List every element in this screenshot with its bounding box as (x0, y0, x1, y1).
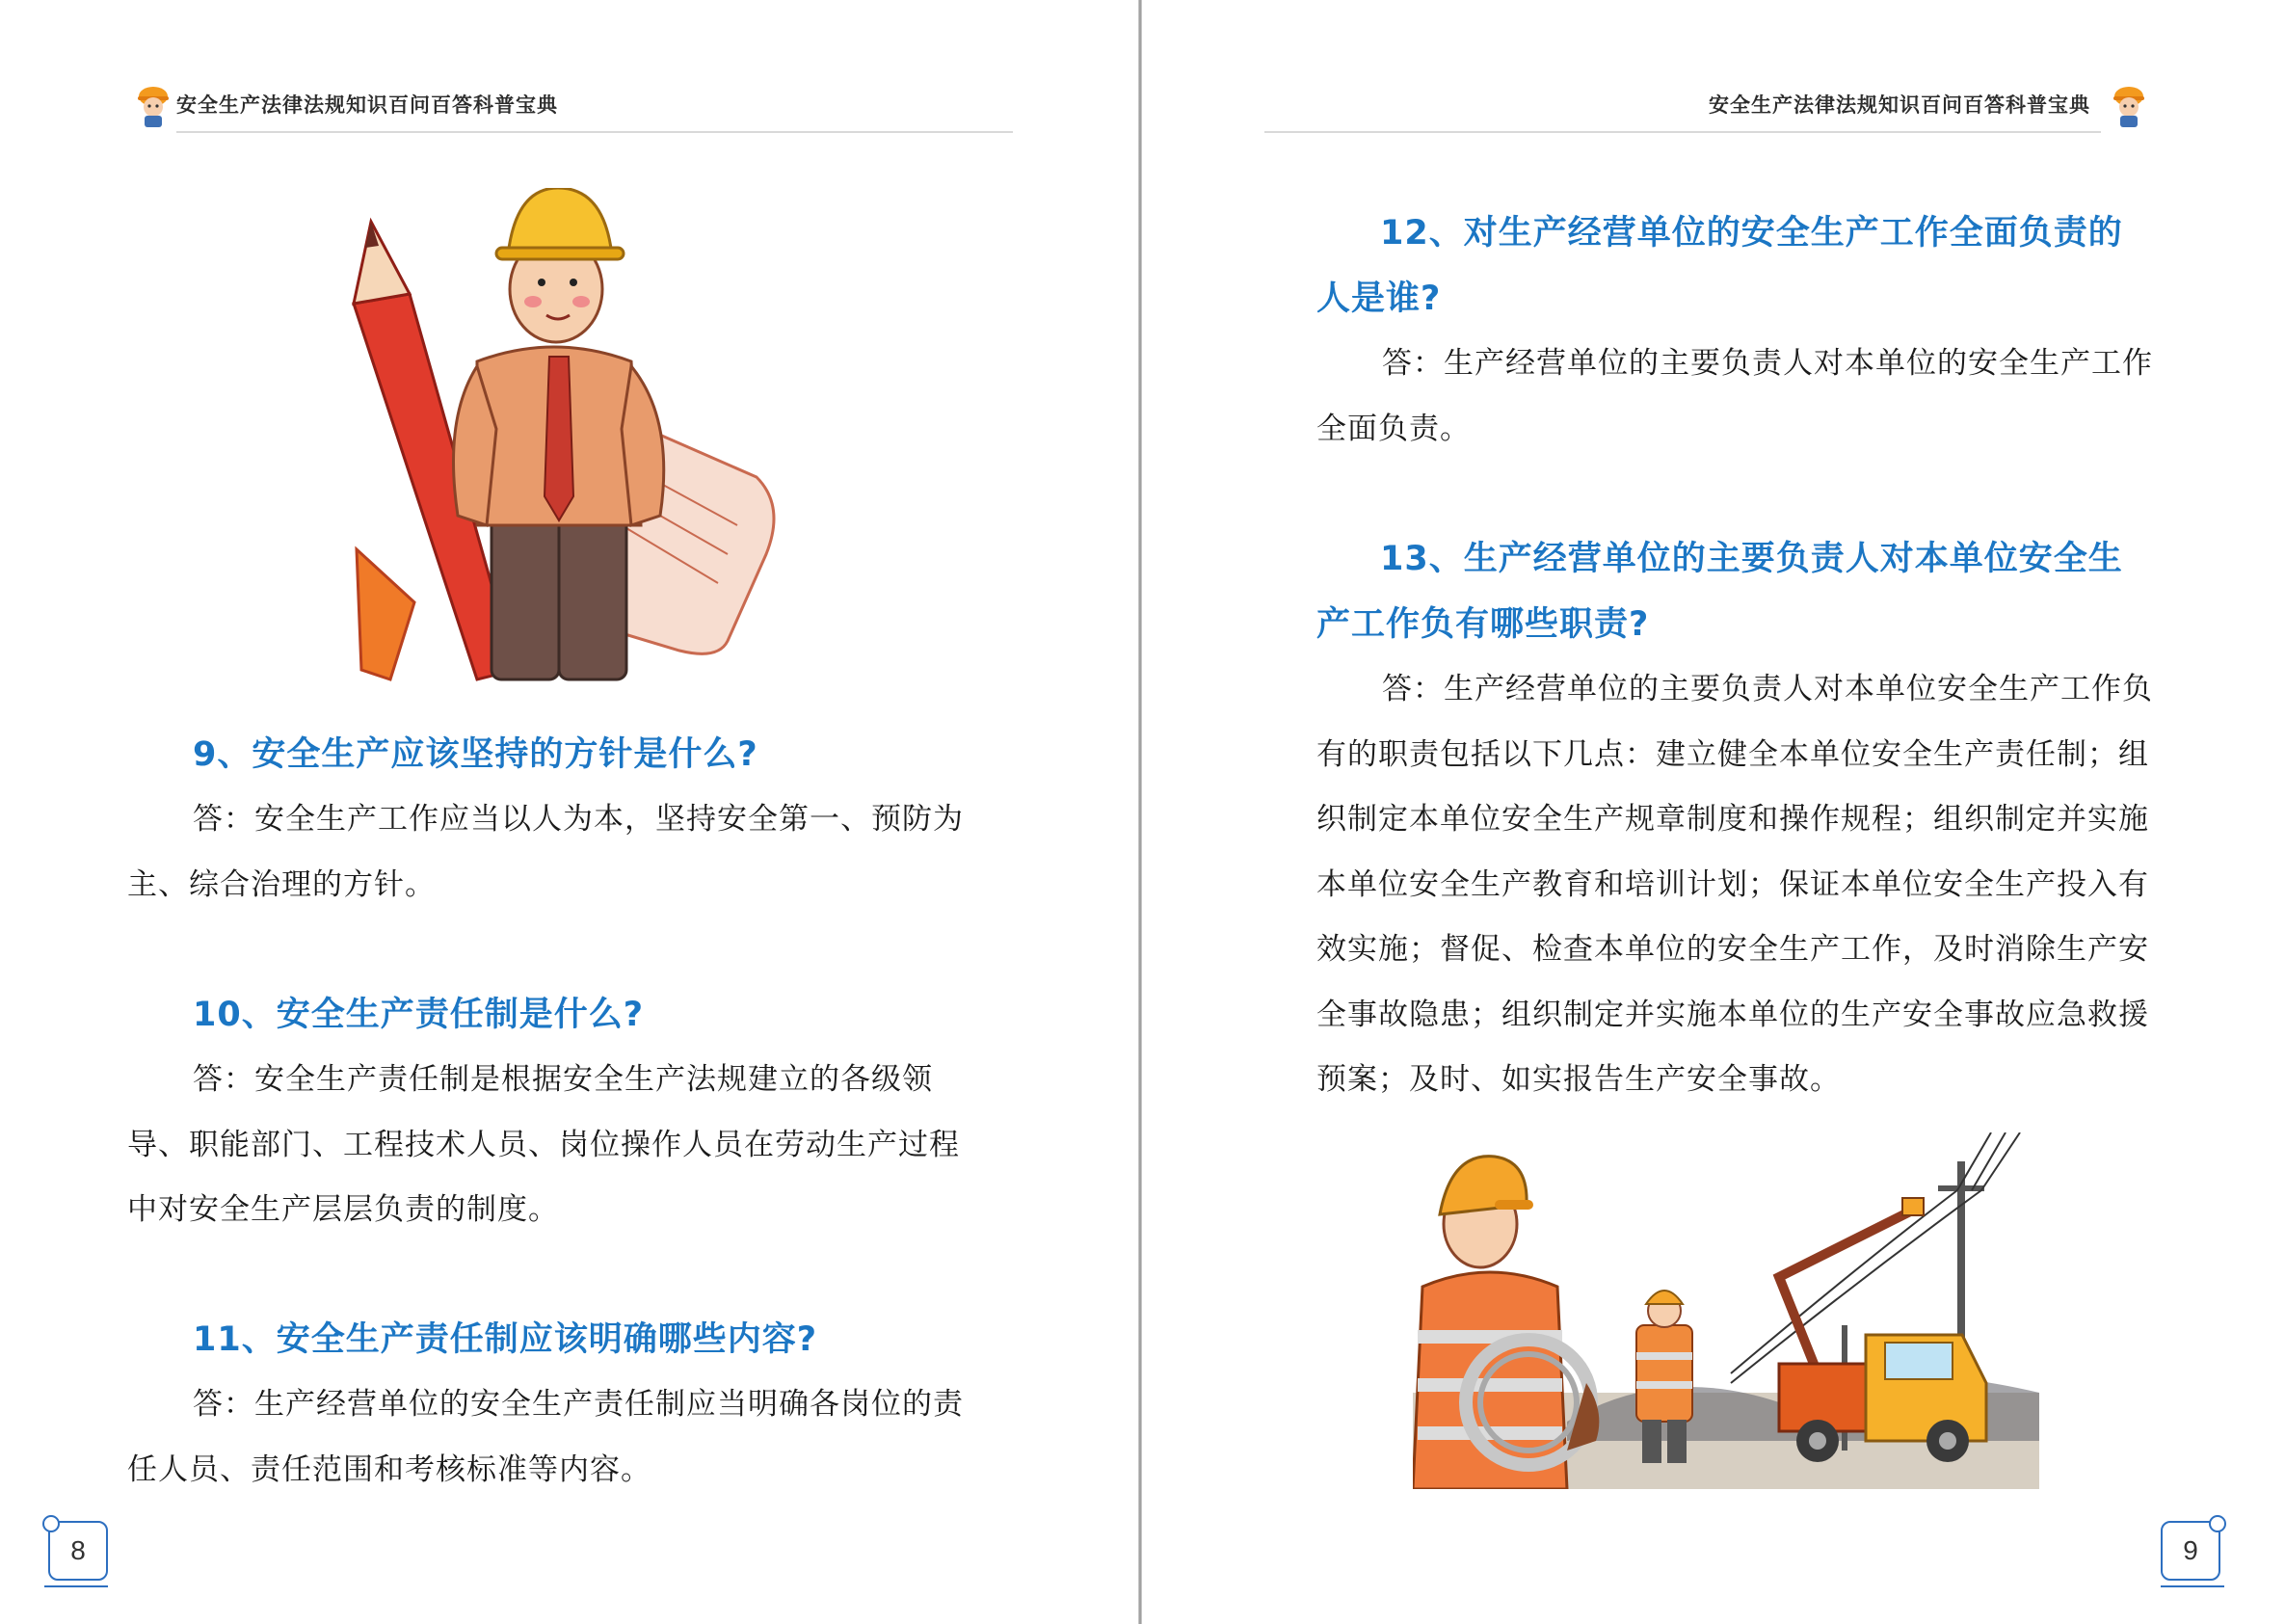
question-9: 9、安全生产应该坚持的方针是什么? (193, 735, 758, 774)
book-spine (1138, 0, 1142, 1624)
answer-9: 答：安全生产工作应当以人为本，坚持安全第一、预防为主、综合治理的方针。 (127, 802, 964, 902)
header-title: 安全生产法律法规知识百问百答科普宝典 (176, 93, 558, 117)
answer-13: 答：生产经营单位的主要负责人对本单位安全生产工作负有的职责包括以下几点：建立健全本单位安全生产责任制；组织制定本单位安全生产规章制度和操作规程；组织制定并实施本单位安全生产教育和培训计划；保证本单位安全生产投入有效实施；督促、检查本单位的安全生产工作，及时消除生产安全事故隐患；组织制定并实施本单位的生产安全事故应急救援预案；及时、如实报告生产安全事故。 (1316, 672, 2153, 1097)
engineer-illustration (342, 188, 795, 689)
header-divider (176, 131, 1013, 133)
question-13: 13、生产经营单位的主要负责人对本单位安全生产工作负有哪些职责? (1316, 540, 2123, 644)
answer-11: 答：生产经营单位的安全生产责任制应当明确各岗位的责任人员、责任范围和考核标准等内容。 (127, 1387, 964, 1487)
answer-12: 答：生产经营单位的主要负责人对本单位的安全生产工作全面负责。 (1316, 346, 2153, 446)
worker-mascot-icon (2109, 83, 2149, 127)
answer-10: 答：安全生产责任制是根据安全生产法规建立的各级领导、职能部门、工程技术人员、岗位操作人员在劳动生产过程中对安全生产层层负责的制度。 (127, 1062, 960, 1227)
header-divider (1264, 131, 2101, 133)
question-11: 11、安全生产责任制应该明确哪些内容? (193, 1320, 818, 1359)
workers-truck-illustration (1413, 1132, 2039, 1489)
worker-mascot-icon (133, 83, 173, 127)
left-page (0, 0, 1140, 1624)
header-title: 安全生产法律法规知识百问百答科普宝典 (1709, 93, 2090, 117)
page-number: 8 (48, 1521, 108, 1581)
page-number: 9 (2161, 1521, 2220, 1581)
question-10: 10、安全生产责任制是什么? (193, 996, 645, 1034)
right-page (1145, 0, 2285, 1624)
question-12: 12、对生产经营单位的安全生产工作全面负责的人是谁? (1316, 214, 2123, 318)
